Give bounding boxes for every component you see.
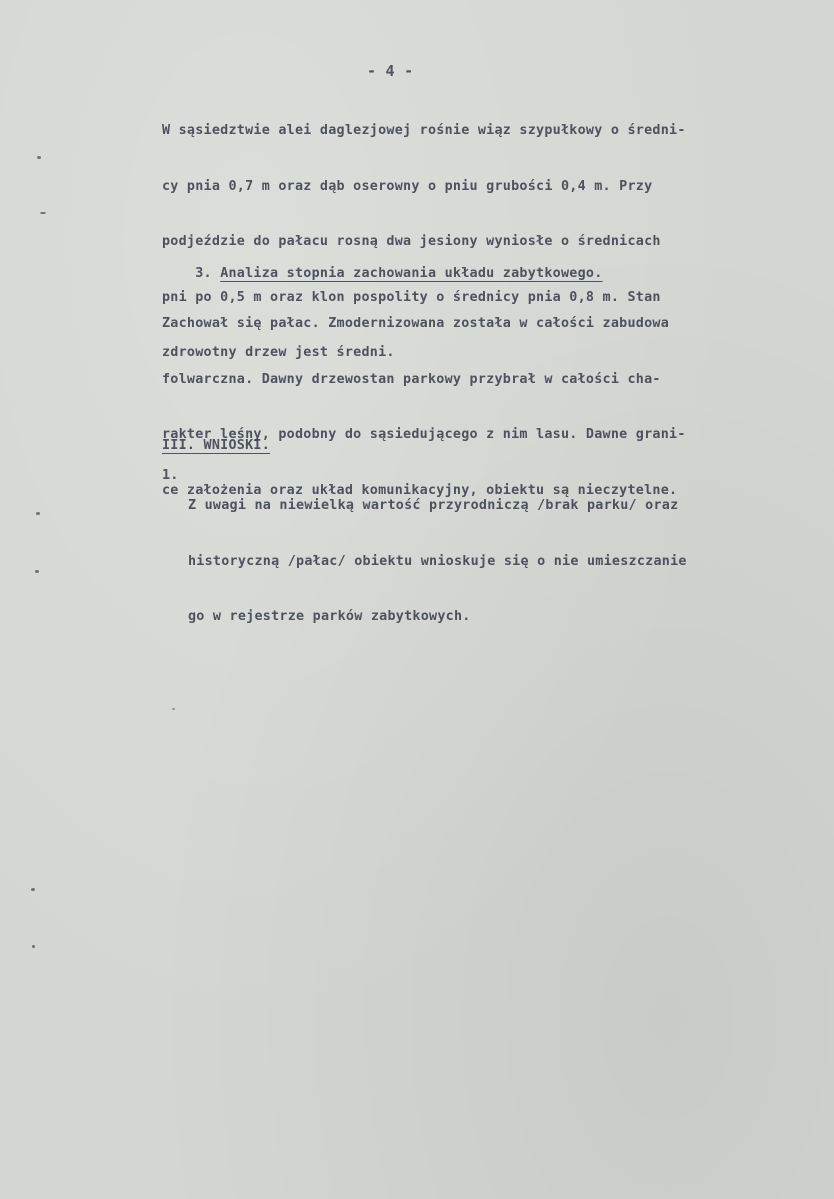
paragraph-line: pni po 0,5 m oraz klon pospolity o średnicy pnia 0,8 m. Stan — [162, 289, 661, 305]
paragraph-line: podjeździe do pałacu rosną dwa jesiony wyniosłe o średnicach — [162, 234, 661, 249]
item-line: historyczną /pałac/ obiektu wnioskuje się o nie umieszczanie — [188, 553, 687, 569]
paper-speck — [32, 945, 35, 948]
item-number: 1. — [162, 468, 179, 483]
page-number: - 4 - — [367, 62, 414, 80]
paragraph-line: folwarczna. Dawny drzewostan parkowy przybrał w całości cha- — [162, 371, 661, 387]
paper-speck — [37, 156, 41, 159]
section-iii-heading: III. WNIOSKI. — [162, 438, 271, 453]
item-line: go w rejestrze parków zabytkowych. — [188, 609, 471, 624]
paper-speck — [31, 888, 35, 891]
section-number: 3. — [195, 266, 212, 281]
section-title: Analiza stopnia zachowania układu zabytkowego. — [220, 266, 603, 281]
paragraph-line: ce założenia oraz układ komunikacyjny, obiektu są nieczytelne. — [162, 482, 678, 498]
item-line: Z uwagi na niewielką wartość przyrodniczą /brak parku/ oraz — [188, 498, 679, 513]
paragraph-line: zdrowotny drzew jest średni. — [162, 345, 395, 360]
paragraph-line: cy pnia 0,7 m oraz dąb oserowny o pniu grubości 0,4 m. Przy — [162, 178, 653, 194]
paper-speck — [36, 512, 40, 515]
paragraph-line: Zachował się pałac. Zmodernizowana została w całości zabudowa — [162, 316, 670, 331]
paragraph-line: rakter leśny, podobny do sąsiedującego z nim lasu. Dawne grani- — [162, 427, 686, 442]
paper-speck — [172, 708, 175, 710]
item-text — [188, 463, 687, 660]
paragraph-line: W sąsiedztwie alei daglezjowej rośnie wiąz szypułkowy o średni- — [162, 123, 686, 138]
paper-speck — [40, 212, 46, 214]
paper-speck — [35, 570, 39, 573]
